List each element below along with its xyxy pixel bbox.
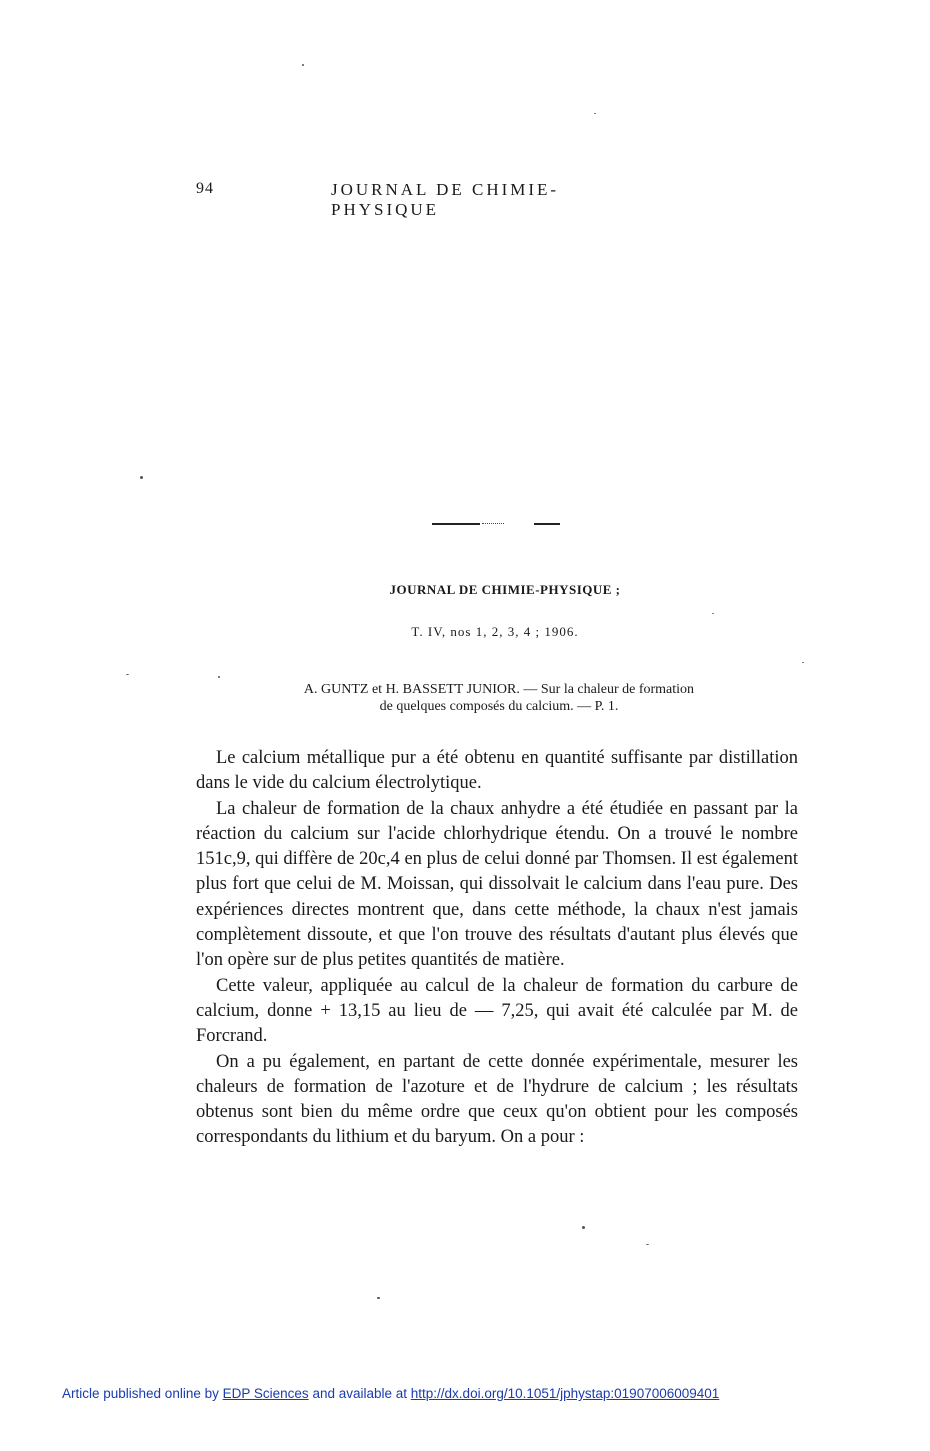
separator-rule-short (534, 523, 560, 525)
running-head (196, 180, 666, 219)
scan-speck (594, 113, 596, 114)
publisher-link[interactable]: EDP Sciences (222, 1386, 309, 1401)
scan-speck (712, 613, 714, 614)
publication-footer (62, 1386, 719, 1401)
scan-speck (377, 1297, 380, 1299)
scan-speck (140, 476, 143, 479)
scan-speck (582, 1226, 585, 1229)
volume-line: T. IV, nos 1, 2, 3, 4 ; 1906. (411, 624, 579, 639)
abstract-title (200, 681, 798, 715)
scan-speck (646, 1244, 649, 1245)
abstract-title-line: de quelques composés du calcium. — P. 1. (379, 699, 619, 714)
body-paragraph: Cette valeur, appliquée au calcul de la chaleur de formation du carbure de calcium, donne + 13,15 au lieu de — 7,25, qui avait été calculée par M. de Forcrand. (196, 975, 798, 1047)
journal-heading: JOURNAL DE CHIMIE-PHYSIQUE ; (389, 582, 621, 597)
body-paragraph: La chaleur de formation de la chaux anhydre a été étudiée en passant par la réaction du calcium sur l'acide chlorhydrique étendu. On a trouvé le nombre 151c,9, qui diffère de 20c,4 en plus de celui donné par Thomsen. Il est également plus fort que celui de M. Moissan, qui dissolvait le calcium dans l'eau pure. Des expériences directes montrent que, dans cette méthode, la chaux n'est jamais complètement dissoute, et que l'on trouve des résultats d'autant plus élevés que l'on opère sur de plus petites quantités de matière. (196, 798, 798, 971)
abstract-body (196, 746, 798, 1151)
page-number: 94 (196, 180, 214, 197)
body-paragraph: On a pu également, en partant de cette donnée expérimentale, mesurer les chaleurs de formation de l'azoture et de l'hydrure de calcium ; les résultats obtenus sont bien du même ordre que ceux qu'on obtient pour les composés correspondants du lithium et du baryum. On a pour : (196, 1051, 798, 1148)
scan-speck (302, 64, 304, 66)
body-paragraph: Le calcium métallique pur a été obtenu en quantité suffisante par distillation dans le vide du calcium électrolytique. (196, 748, 798, 794)
separator-dots (482, 523, 504, 524)
footer-middle: and available at (312, 1386, 408, 1401)
scan-speck (802, 662, 804, 663)
running-title: JOURNAL DE CHIMIE-PHYSIQUE (331, 180, 560, 219)
footer-prefix: Article published online by (62, 1386, 219, 1401)
doi-link[interactable]: http://dx.doi.org/10.1051/jphystap:01907006009401 (410, 1386, 720, 1401)
scan-speck (126, 674, 129, 675)
scan-speck (218, 676, 220, 678)
section-separator (432, 522, 560, 526)
separator-rule (432, 523, 480, 525)
abstract-title-line: A. GUNTZ et H. BASSETT JUNIOR. — Sur la chaleur de formation (303, 682, 695, 697)
